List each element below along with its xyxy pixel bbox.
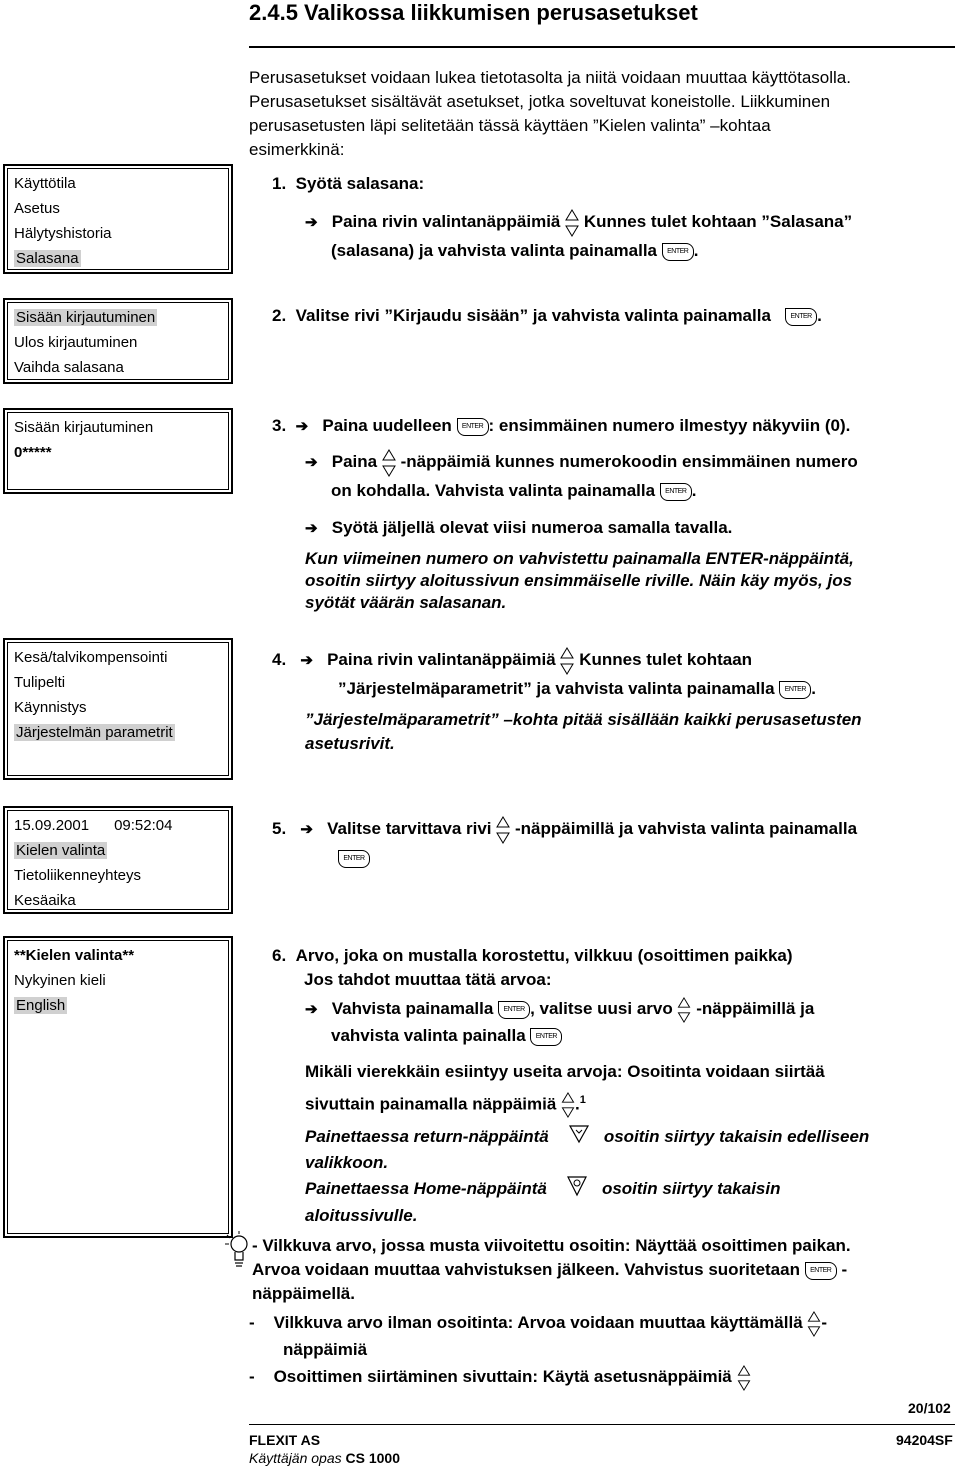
enter-key-icon: ENTER [457,418,489,436]
intro-line: esimerkkinä: [249,140,345,159]
tip-1-line1: - Vilkkuva arvo, jossa musta viivoitettu osoitin: Näyttää osoittimen paikan. [252,1236,851,1255]
enter-key-icon: ENTER [662,243,694,261]
step1-body: ➔ Paina rivin valintanäppäimiä Kunnes tulet kohtaan ”Salasana” (salasana) ja vahvista valinta painamalla ENTER . [305,208,852,265]
menu-line: Sisään kirjautuminen [14,419,154,436]
menu-line: Vaihda salasana [14,359,124,376]
menu-title: **Kielen valinta** [14,947,135,964]
footer-rule [249,1424,955,1425]
menu-line: Ulos kirjautuminen [14,334,138,351]
tip-1-line2: Arvoa voidaan muuttaa vahvistuksen jälkeen. Vahvistus suoritetaan ENTER - [252,1260,848,1279]
menu-line: Käynnistys [14,699,87,716]
step6-change-value: ➔ Vahvista painamalla ENTER , valitse uusi arvo -näppäimillä ja vahvista valinta painalla ENTER [305,996,814,1049]
arrow-right-icon: ➔ [305,214,318,231]
display-screen-main-menu [3,164,233,274]
display-screen-basic-settings [3,806,233,914]
current-language-value: English [16,997,66,1014]
footer-code: 94204SF [896,1432,953,1448]
tips-block [252,1234,851,1306]
menu-line-selected: Järjestelmän parametrit [16,724,173,741]
enter-key-icon: ENTER [498,1001,530,1019]
enter-key-icon: ENTER [530,1028,562,1046]
menu-line: Tulipelti [14,674,66,691]
menu-line: Tietoliikenneyhteys [14,867,142,884]
up-down-keys-icon [677,997,691,1023]
menu-line-selected: Sisään kirjautuminen [16,309,156,326]
tip-3: - Osoittimen siirtäminen sivuttain: Käytä asetusnäppäimiä [249,1364,751,1391]
up-down-keys-icon [560,647,574,675]
up-down-keys-icon [496,816,510,844]
intro-line: Perusasetukset voidaan lukea tietotasolta ja niitä voidaan muuttaa käyttötasolla. [249,68,851,87]
password-digits: 0***** [14,444,52,461]
enter-key-icon: ENTER [785,308,817,326]
menu-line: Hälytyshistoria [14,225,112,242]
step3-line1: 3. ➔ Paina uudelleen ENTER : ensimmäinen numero ilmestyy näkyviin (0). [272,414,850,439]
tip-1-line3: näppäimellä. [252,1284,355,1303]
footer-company: FLEXIT AS [249,1432,321,1448]
lightbulb-icon [222,1230,252,1283]
date-time-readout: 15.09.2001 09:52:04 [14,817,173,834]
menu-line: Kesäaika [14,892,76,909]
display-screen-password-entry [3,408,233,494]
enter-key-icon: ENTER [805,1262,837,1280]
footer-manual: Käyttäjän opas CS 1000 [249,1450,400,1466]
up-down-keys-icon [561,1092,575,1118]
arrow-right-icon: ➔ [295,418,309,435]
arrow-right-icon: ➔ [305,454,318,471]
up-down-keys-icon [382,449,396,477]
step2-text: 2. Valitse rivi ”Kirjaudu sisään” ja vahvista valinta painamalla ENTER . [272,306,822,325]
menu-line-selected: Salasana [16,250,79,267]
step6-return-note: Painettaessa return-näppäintä osoitin siirtyy takaisin edelliseen valikkoon. Painettaessa Home-näppäintä osoitin siirtyy takaisin aloitussivulle. [305,1124,869,1228]
menu-line: Kesä/talvikompensointi [14,649,168,666]
enter-key-icon: ENTER [338,850,370,868]
title-rule [249,46,955,48]
display-screen-login-menu [3,298,233,384]
intro-line: perusasetusten läpi selitetään tässä käyttäen ”Kielen valinta” –kohtaa [249,116,771,135]
intro-paragraph [249,66,959,162]
step4-note: ”Järjestelmäparametrit” –kohta pitää sisällään kaikki perusasetusten asetusrivit. [305,710,862,753]
step3-line3: ➔ Syötä jäljellä olevat viisi numeroa samalla tavalla. [305,516,732,541]
page-number: 20/102 [908,1400,951,1416]
step3-note: Kun viimeinen numero on vahvistettu painamalla ENTER-näppäintä, osoitin siirtyy aloitussivun ensimmäiselle riville. Näin käy myös, jos syötät väärän salasanan. [305,549,854,612]
display-screen-settings-menu [3,638,233,780]
step1-heading: 1. Syötä salasana: [272,174,425,193]
step3-line2: ➔ Paina -näppäimiä kunnes numerokoodin ensimmäinen numero on kohdalla. Vahvista valinta painamalla ENTER . [305,448,858,505]
display-screen-language [3,936,233,1238]
menu-line: Asetus [14,200,60,217]
tip-2: - Vilkkuva arvo ilman osoitinta: Arvoa voidaan muuttaa käyttämällä - näppäimiä [249,1310,827,1363]
up-down-keys-icon [737,1365,751,1391]
up-down-keys-icon [565,209,579,237]
home-key-icon [566,1175,588,1204]
enter-key-icon: ENTER [779,681,811,699]
arrow-right-icon: ➔ [300,652,313,669]
arrow-right-icon: ➔ [305,1001,318,1018]
step6-multiple-values: Mikäli vierekkäin esiintyy useita arvoja: Osoitinta voidaan siirtää sivuttain painamalla näppäimiä .$^1$ [305,1058,825,1119]
intro-line: Perusasetukset sisältävät asetukset, jotka soveltuvat koneistolle. Liikkuminen [249,92,831,111]
return-key-icon [568,1124,590,1151]
step4-body: 4. ➔ Paina rivin valintanäppäimiä Kunnes tulet kohtaan ”Järjestelmäparametrit” ja vahvista valinta painamalla ENTER . [272,646,816,703]
up-down-keys-icon [807,1311,821,1337]
arrow-right-icon: ➔ [305,520,318,537]
menu-line-selected: Kielen valinta [16,842,106,859]
menu-line: Käyttötila [14,175,76,192]
menu-line: Nykyinen kieli [14,972,106,989]
arrow-right-icon: ➔ [300,821,313,838]
section-title: 2.4.5 Valikossa liikkumisen perusasetukset [249,0,698,25]
step6-heading: 6. Arvo, joka on mustalla korostettu, vilkkuu (osoittimen paikka) Jos tahdot muuttaa tätä arvoa: [272,946,793,989]
enter-key-icon: ENTER [660,483,692,501]
step5-body: 5. ➔ Valitse tarvittava rivi -näppäimillä ja vahvista valinta painamalla ENTER [272,815,857,872]
